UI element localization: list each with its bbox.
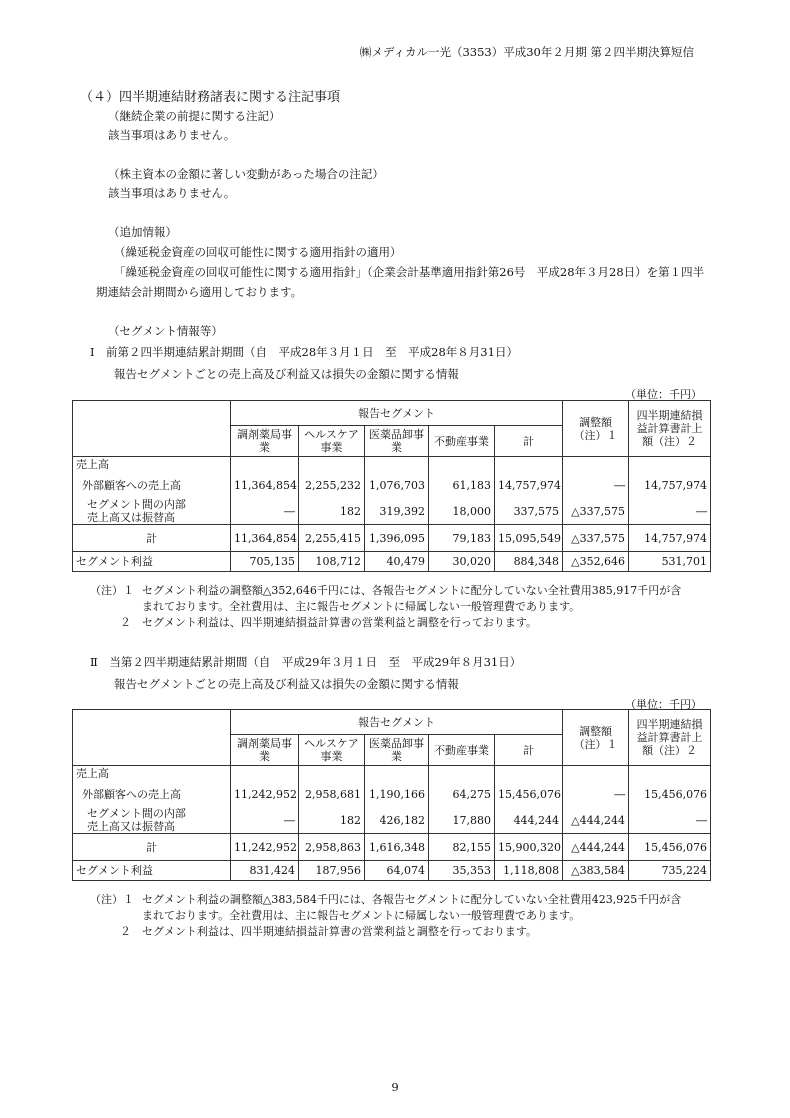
row-intersegment-label bbox=[73, 498, 231, 525]
cell: 1,118,808 bbox=[495, 861, 563, 881]
col-subtotal: 計 bbox=[495, 735, 563, 766]
additional-info-heading: （追加情報） bbox=[108, 225, 177, 239]
cell: 337,575 bbox=[495, 498, 563, 525]
cell: 426,182 bbox=[365, 807, 429, 834]
cell: 182 bbox=[299, 807, 365, 834]
cell: 61,183 bbox=[429, 472, 495, 498]
cell: △337,575 bbox=[563, 498, 629, 525]
row-intersegment-label-2: 売上高又は振替高 bbox=[87, 820, 175, 833]
cell: ― bbox=[231, 498, 299, 525]
table-row bbox=[73, 525, 711, 552]
cell: 18,000 bbox=[429, 498, 495, 525]
table-header-blank bbox=[73, 710, 231, 766]
col-real-estate: 不動産事業 bbox=[429, 426, 495, 457]
period-2-note-1b: まれております。全社費用は、主に報告セグメントに帰属しない一般管理費であります。 bbox=[142, 909, 581, 922]
col-adjustment: 調整額（注）１ bbox=[563, 401, 629, 457]
period-2-note-2: セグメント利益は、四半期連結損益計算書の営業利益と調整を行っております。 bbox=[142, 925, 538, 938]
table-row bbox=[73, 552, 711, 572]
cell: 15,095,549 bbox=[495, 525, 563, 552]
cell: 30,020 bbox=[429, 552, 495, 572]
document-header: ㈱メディカル一光（3353）平成30年２月期 第２四半期決算短信 bbox=[359, 45, 694, 59]
cell: 2,958,681 bbox=[299, 781, 365, 807]
period-1-note-1b: まれております。全社費用は、主に報告セグメントに帰属しない一般管理費であります。 bbox=[142, 600, 581, 613]
cell: △352,646 bbox=[563, 552, 629, 572]
cell: ― bbox=[563, 472, 629, 498]
section-title: （４）四半期連結財務諸表に関する注記事項 bbox=[80, 90, 341, 105]
period-1-note-1-mark: （注）１ bbox=[90, 584, 134, 597]
col-reporting-segment: 報告セグメント bbox=[231, 710, 563, 735]
row-sum-label: 計 bbox=[73, 525, 231, 552]
segment-heading: （セグメント情報等） bbox=[108, 324, 223, 338]
table-row bbox=[73, 472, 711, 498]
cell: 182 bbox=[299, 498, 365, 525]
cell: 15,900,320 bbox=[495, 834, 563, 861]
going-concern-body: 該当事項はありません。 bbox=[108, 128, 236, 142]
cell: 531,701 bbox=[629, 552, 711, 572]
table-row bbox=[73, 861, 711, 881]
cell: 319,392 bbox=[365, 498, 429, 525]
cell: ― bbox=[563, 781, 629, 807]
col-healthcare: ヘルスケア事業 bbox=[299, 735, 365, 766]
cell: 1,396,095 bbox=[365, 525, 429, 552]
cell: 1,616,348 bbox=[365, 834, 429, 861]
cell: 14,757,974 bbox=[629, 525, 711, 552]
col-pharmacy: 調剤薬局事業 bbox=[231, 426, 299, 457]
cell: 40,479 bbox=[365, 552, 429, 572]
cell: 15,456,076 bbox=[629, 781, 711, 807]
table-row bbox=[73, 834, 711, 861]
cell: 14,757,974 bbox=[495, 472, 563, 498]
cell: 1,190,166 bbox=[365, 781, 429, 807]
cell: 35,353 bbox=[429, 861, 495, 881]
col-adjustment: 調整額（注）１ bbox=[563, 710, 629, 766]
additional-info-subheading: （繰延税金資産の回収可能性に関する適用指針の適用） bbox=[114, 245, 402, 259]
cell: 2,255,415 bbox=[299, 525, 365, 552]
segment-table-prior bbox=[72, 400, 711, 572]
col-wholesale: 医薬品卸事業 bbox=[365, 735, 429, 766]
equity-change-heading: （株主資本の金額に著しい変動があった場合の注記） bbox=[108, 167, 384, 181]
segment-table-current bbox=[72, 709, 711, 881]
cell: 64,275 bbox=[429, 781, 495, 807]
row-external-sales-label: 外部顧客への売上高 bbox=[73, 472, 231, 498]
table-row bbox=[73, 781, 711, 807]
cell: △444,244 bbox=[563, 834, 629, 861]
period-1-note-2-mark: ２ bbox=[120, 616, 131, 629]
cell: 11,364,854 bbox=[231, 472, 299, 498]
period-2-note-2-mark: ２ bbox=[120, 925, 131, 938]
equity-change-body: 該当事項はありません。 bbox=[108, 186, 236, 200]
col-healthcare: ヘルスケア事業 bbox=[299, 426, 365, 457]
cell: 884,348 bbox=[495, 552, 563, 572]
col-subtotal: 計 bbox=[495, 426, 563, 457]
row-profit-label: セグメント利益 bbox=[73, 552, 231, 572]
row-profit-label: セグメント利益 bbox=[73, 861, 231, 881]
row-intersegment-label-1: セグメント間の内部 bbox=[87, 498, 186, 511]
period-1-note-2: セグメント利益は、四半期連結損益計算書の営業利益と調整を行っております。 bbox=[142, 616, 538, 629]
period-2-note-1-mark: （注）１ bbox=[90, 893, 134, 906]
table-row bbox=[73, 498, 711, 525]
cell: 17,880 bbox=[429, 807, 495, 834]
col-reporting-segment: 報告セグメント bbox=[231, 401, 563, 426]
cell: 2,958,863 bbox=[299, 834, 365, 861]
table-header-blank bbox=[73, 401, 231, 457]
cell: 82,155 bbox=[429, 834, 495, 861]
period-1-note-1a: セグメント利益の調整額△352,646千円には、各報告セグメントに配分していない全社費用385,917千円が含 bbox=[142, 584, 682, 597]
period-1-unit: （単位：千円） bbox=[625, 388, 702, 401]
cell: 705,135 bbox=[231, 552, 299, 572]
additional-info-body-2: 期連結会計期間から適用しております。 bbox=[96, 285, 303, 299]
cell: 79,183 bbox=[429, 525, 495, 552]
cell: 15,456,076 bbox=[629, 834, 711, 861]
col-consolidated-total: 四半期連結損益計算書計上額（注）２ bbox=[629, 401, 711, 457]
row-sales-label: 売上高 bbox=[73, 457, 231, 473]
cell: △383,584 bbox=[563, 861, 629, 881]
row-intersegment-label-1: セグメント間の内部 bbox=[87, 807, 186, 820]
going-concern-heading: （継続企業の前提に関する注記） bbox=[108, 109, 281, 123]
row-intersegment-label-2: 売上高又は振替高 bbox=[87, 511, 175, 524]
row-sales-label: 売上高 bbox=[73, 766, 231, 782]
cell: ― bbox=[231, 807, 299, 834]
additional-info-body-1: 「繰延税金資産の回収可能性に関する適用指針」（企業会計基準適用指針第26号 平成28年３月28日）を第１四半 bbox=[114, 265, 705, 279]
cell: 11,242,952 bbox=[231, 834, 299, 861]
cell: ― bbox=[629, 807, 711, 834]
cell: 831,424 bbox=[231, 861, 299, 881]
col-wholesale: 医薬品卸事業 bbox=[365, 426, 429, 457]
cell: 444,244 bbox=[495, 807, 563, 834]
period-2-unit: （単位：千円） bbox=[625, 698, 702, 711]
cell: ― bbox=[629, 498, 711, 525]
cell: 1,076,703 bbox=[365, 472, 429, 498]
cell: 11,364,854 bbox=[231, 525, 299, 552]
cell: △444,244 bbox=[563, 807, 629, 834]
cell: 11,242,952 bbox=[231, 781, 299, 807]
cell: 187,956 bbox=[299, 861, 365, 881]
cell: 2,255,232 bbox=[299, 472, 365, 498]
cell: 64,074 bbox=[365, 861, 429, 881]
table-row bbox=[73, 807, 711, 834]
cell: 735,224 bbox=[629, 861, 711, 881]
cell: 15,456,076 bbox=[495, 781, 563, 807]
period-1-subtitle: 報告セグメントごとの売上高及び利益又は損失の金額に関する情報 bbox=[114, 367, 459, 381]
row-sum-label: 計 bbox=[73, 834, 231, 861]
row-external-sales-label: 外部顧客への売上高 bbox=[73, 781, 231, 807]
cell: 14,757,974 bbox=[629, 472, 711, 498]
page-number: 9 bbox=[391, 1080, 399, 1094]
col-consolidated-total: 四半期連結損益計算書計上額（注）２ bbox=[629, 710, 711, 766]
col-real-estate: 不動産事業 bbox=[429, 735, 495, 766]
cell: △337,575 bbox=[563, 525, 629, 552]
row-intersegment-label bbox=[73, 807, 231, 834]
period-1-title: Ⅰ 前第２四半期連結累計期間（自 平成28年３月１日 至 平成28年８月31日） bbox=[90, 345, 518, 359]
period-2-subtitle: 報告セグメントごとの売上高及び利益又は損失の金額に関する情報 bbox=[114, 677, 459, 691]
period-2-title: Ⅱ 当第２四半期連結累計期間（自 平成29年３月１日 至 平成29年８月31日） bbox=[90, 655, 522, 669]
col-pharmacy: 調剤薬局事業 bbox=[231, 735, 299, 766]
period-2-note-1a: セグメント利益の調整額△383,584千円には、各報告セグメントに配分していない全社費用423,925千円が含 bbox=[142, 893, 682, 906]
cell: 108,712 bbox=[299, 552, 365, 572]
